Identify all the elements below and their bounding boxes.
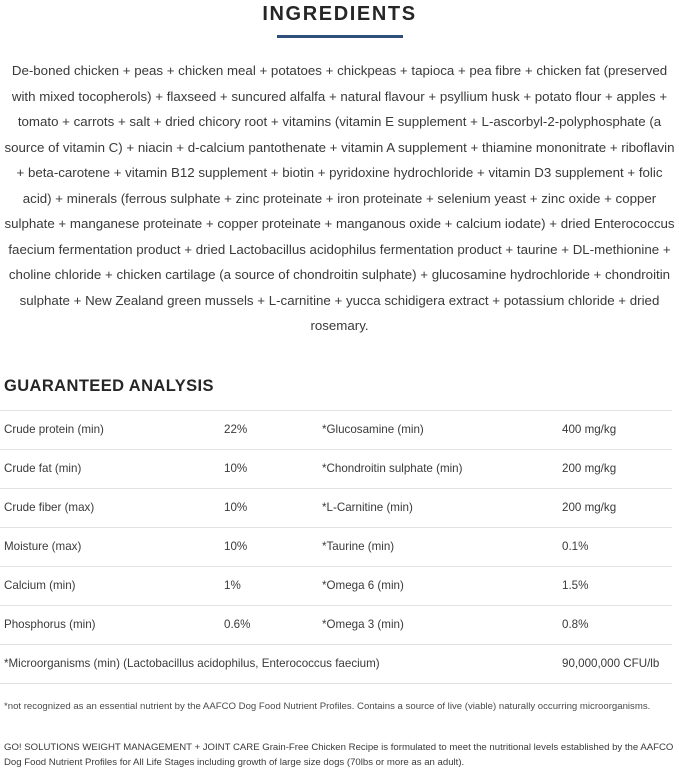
nutrient-label: *Microorganisms (min) (Lactobacillus acidophilus, Enterococcus faecium) (0, 644, 562, 683)
nutrient-value: 1.5% (562, 566, 672, 605)
nutrient-value: 10% (224, 449, 322, 488)
nutrient-label: Crude fiber (max) (0, 488, 224, 527)
nutrient-value: 200 mg/kg (562, 449, 672, 488)
nutrient-value: 22% (224, 410, 322, 449)
table-row (0, 488, 672, 527)
nutrient-label: Crude protein (min) (0, 410, 224, 449)
nutrient-label: *L-Carnitine (min) (322, 488, 562, 527)
nutrient-label: *Omega 3 (min) (322, 605, 562, 644)
nutrient-label: Moisture (max) (0, 527, 224, 566)
nutrient-value: 10% (224, 527, 322, 566)
nutrient-value: 1% (224, 566, 322, 605)
nutrient-value: 0.1% (562, 527, 672, 566)
guaranteed-analysis-table (0, 410, 672, 684)
table-row (0, 527, 672, 566)
nutritional-adequacy-statement: GO! SOLUTIONS WEIGHT MANAGEMENT + JOINT CARE Grain-Free Chicken Recipe is formulated to meet the nutritional levels established by the AAFCO Dog Food Nutrient Profiles for All Life Stages including growth of large size dogs (70lbs or more as an adult). (4, 741, 674, 768)
page-title: INGREDIENTS (262, 3, 417, 25)
aafco-footnote: *not recognized as an essential nutrient by the AAFCO Dog Food Nutrient Profiles. Contains a source of live (viable) naturally occurring microorganisms. (4, 700, 651, 712)
nutrient-label: Calcium (min) (0, 566, 224, 605)
guaranteed-analysis-title: GUARANTEED ANALYSIS (4, 376, 214, 395)
nutrient-label: *Chondroitin sulphate (min) (322, 449, 562, 488)
nutrient-value: 0.8% (562, 605, 672, 644)
table-row (0, 410, 672, 449)
title-underline-rule (277, 35, 403, 38)
nutrient-value: 200 mg/kg (562, 488, 672, 527)
nutrient-label: *Taurine (min) (322, 527, 562, 566)
table-row (0, 566, 672, 605)
nutrient-value: 10% (224, 488, 322, 527)
ingredients-list-text: De-boned chicken + peas + chicken meal + potatoes + chickpeas + tapioca + pea fibre + chicken fat (preserved with mixed tocopherols) + flaxseed + suncured alfalfa + natural flavour + psyllium husk + potato flour + apples + tomato + carrots + salt + dried chicory root + vitamins (vitamin E supplement + L-ascorbyl-2-polyphosphate (a source of vitamin C) + niacin + d-calcium pantothenate + vitamin A supplement + thiamine mononitrate + riboflavin + beta-carotene + vitamin B12 supplement + biotin + pyridoxine hydrochloride + vitamin D3 supplement + folic acid) + minerals (ferrous sulphate + zinc proteinate + iron proteinate + selenium yeast + zinc oxide + copper sulphate + manganese proteinate + copper proteinate + manganous oxide + calcium iodate) + dried Enterococcus faecium fermentation product + dried Lactobacillus acidophilus fermentation product + taurine + DL-methionine + choline chloride + chicken cartilage (a source of chondroitin sulphate) + glucosamine hydrochloride + chondroitin sulphate + New Zealand green mussels + L-carnitine + yucca schidigera extract + potassium chloride + dried rosemary. (4, 63, 675, 333)
table-row (0, 449, 672, 488)
nutrient-label: Phosphorus (min) (0, 605, 224, 644)
table-row (0, 605, 672, 644)
nutrient-label: *Glucosamine (min) (322, 410, 562, 449)
nutrient-value: 0.6% (224, 605, 322, 644)
nutrient-label: *Omega 6 (min) (322, 566, 562, 605)
nutrient-value: 90,000,000 CFU/lb (562, 644, 672, 683)
table-row-microorganisms (0, 644, 672, 683)
nutrient-value: 400 mg/kg (562, 410, 672, 449)
ingredients-header (0, 0, 679, 38)
nutrient-label: Crude fat (min) (0, 449, 224, 488)
